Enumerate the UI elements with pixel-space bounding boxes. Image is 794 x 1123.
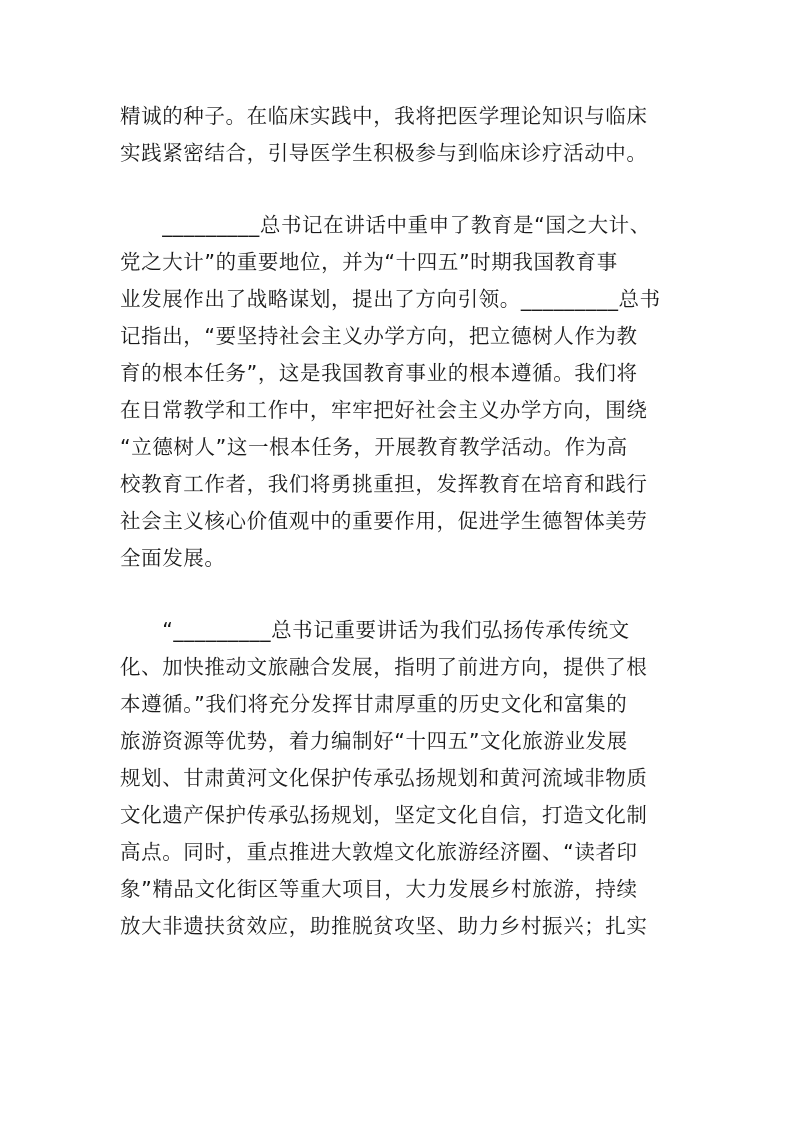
text-line: “立德树人”这一根本任务，开展教育教学活动。作为高 (120, 435, 628, 459)
text-line: 记指出，“要坚持社会主义办学方向，把立德树人作为教 (120, 324, 638, 348)
text-line: 放大非遗扶贫效应，助推脱贫攻坚、助力乡村振兴；扎实 (120, 914, 648, 938)
text-line: 党之大计”的重要地位，并为“十四五”时期我国教育事 (120, 250, 618, 274)
text-line: 社会主义核心价值观中的重要作用，促进学生德智体美劳 (120, 509, 648, 533)
text-line: 育的根本任务”，这是我国教育事业的根本遵循。我们将 (120, 361, 638, 385)
text-line: 规划、甘肃黄河文化保护传承弘扬规划和黄河流域非物质 (120, 766, 648, 790)
text-line: 文化遗产保护传承弘扬规划，坚定文化自信，打造文化制 (120, 803, 648, 827)
text-line: 旅游资源等优势，着力编制好“十四五”文化旅游业发展 (120, 729, 628, 753)
text-line: “_________总书记重要讲话为我们弘扬传承传统文 (120, 618, 630, 642)
paragraph (120, 207, 660, 577)
text-line: 在日常教学和工作中，牢牢把好社会主义办学方向，围绕 (120, 398, 648, 422)
text-line: 校教育工作者，我们将勇挑重担，发挥教育在培育和践行 (120, 472, 648, 496)
text-line: 精诚的种子。在临床实践中，我将把医学理论知识与临床 (120, 104, 648, 128)
text-line: 业发展作出了战略谋划，提出了方向引领。_________总书 (120, 287, 661, 311)
text-line: 象”精品文化街区等重大项目，大力发展乡村旅游，持续 (120, 877, 638, 901)
text-line: 本遵循。”我们将充分发挥甘肃厚重的历史文化和富集的 (120, 692, 628, 716)
text-line: _________总书记在讲话中重申了教育是“国之大计、 (120, 213, 651, 237)
paragraph-spacing (120, 577, 660, 612)
document-body (120, 98, 660, 945)
text-line: 全面发展。 (120, 546, 226, 570)
paragraph-spacing (120, 172, 660, 207)
paragraph (120, 98, 660, 172)
text-line: 高点。同时，重点推进大敦煌文化旅游经济圈、“读者印 (120, 840, 638, 864)
text-line: 实践紧密结合，引导医学生积极参与到临床诊疗活动中。 (120, 141, 648, 165)
paragraph (120, 612, 660, 945)
text-line: 化、加快推动文旅融合发展，指明了前进方向，提供了根 (120, 655, 648, 679)
